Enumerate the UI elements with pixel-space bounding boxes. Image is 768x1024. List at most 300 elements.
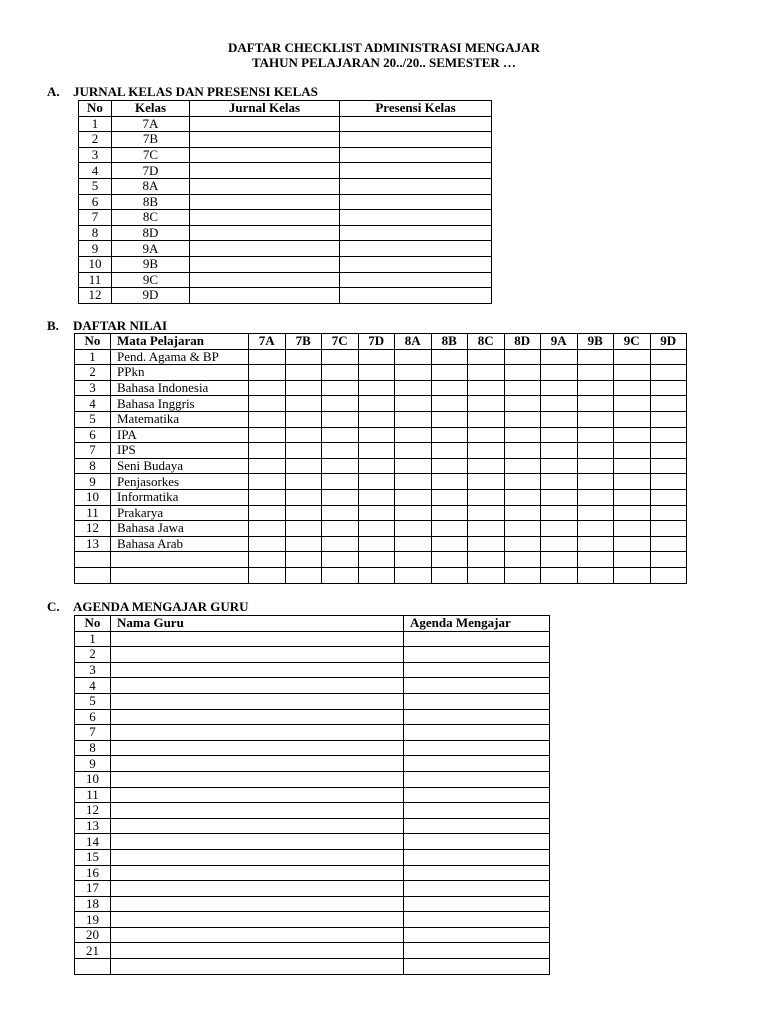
presensi-kelas-cell[interactable] xyxy=(340,210,492,226)
table-row xyxy=(75,647,550,663)
presensi-kelas-cell[interactable] xyxy=(340,241,492,257)
grade-checkbox-cell[interactable] xyxy=(614,489,651,505)
nama-guru-cell[interactable] xyxy=(111,927,404,943)
jurnal-kelas-cell[interactable] xyxy=(190,132,340,148)
mata-pelajaran-cell: Seni Budaya xyxy=(111,458,249,474)
grade-checkbox-cell[interactable] xyxy=(614,365,651,381)
grade-checkbox-cell[interactable] xyxy=(395,396,432,412)
jurnal-kelas-cell[interactable] xyxy=(190,178,340,194)
grade-checkbox-cell[interactable] xyxy=(322,380,359,396)
section-b-heading xyxy=(47,318,167,334)
row-number: 4 xyxy=(75,396,111,412)
nama-guru-cell[interactable] xyxy=(111,849,404,865)
nama-guru-cell[interactable] xyxy=(111,787,404,803)
grade-checkbox-cell[interactable] xyxy=(650,474,687,490)
grade-checkbox-cell[interactable] xyxy=(650,536,687,552)
grade-checkbox-cell[interactable] xyxy=(358,458,395,474)
nama-guru-cell[interactable] xyxy=(111,912,404,928)
grade-checkbox-cell[interactable] xyxy=(577,567,614,583)
grade-checkbox-cell[interactable] xyxy=(285,349,322,365)
agenda-mengajar-cell[interactable] xyxy=(404,662,550,678)
row-number: 9 xyxy=(79,241,112,257)
grade-checkbox-cell[interactable] xyxy=(504,365,541,381)
grade-checkbox-cell[interactable] xyxy=(541,396,578,412)
grade-checkbox-cell[interactable] xyxy=(577,349,614,365)
grade-checkbox-cell[interactable] xyxy=(285,521,322,537)
grade-checkbox-cell[interactable] xyxy=(249,411,286,427)
grade-checkbox-cell[interactable] xyxy=(285,567,322,583)
row-number: 6 xyxy=(75,709,111,725)
table-row xyxy=(75,881,550,897)
agenda-mengajar-cell[interactable] xyxy=(404,756,550,772)
kelas-cell: 8D xyxy=(112,225,190,241)
mata-pelajaran-cell: Bahasa Jawa xyxy=(111,521,249,537)
grade-checkbox-cell[interactable] xyxy=(504,505,541,521)
grade-checkbox-cell[interactable] xyxy=(395,536,432,552)
agenda-mengajar-cell[interactable] xyxy=(404,740,550,756)
grade-checkbox-cell[interactable] xyxy=(322,521,359,537)
agenda-mengajar-cell[interactable] xyxy=(404,927,550,943)
agenda-mengajar-cell[interactable] xyxy=(404,787,550,803)
grade-checkbox-cell[interactable] xyxy=(249,474,286,490)
grade-checkbox-cell[interactable] xyxy=(614,349,651,365)
grade-checkbox-cell[interactable] xyxy=(541,474,578,490)
nama-guru-cell[interactable] xyxy=(111,865,404,881)
grade-checkbox-cell[interactable] xyxy=(650,396,687,412)
grade-checkbox-cell[interactable] xyxy=(249,567,286,583)
grade-checkbox-cell[interactable] xyxy=(650,489,687,505)
document-subtitle: TAHUN PELAJARAN 20../20.. SEMESTER … xyxy=(251,55,517,70)
grade-checkbox-cell[interactable] xyxy=(322,567,359,583)
presensi-kelas-cell[interactable] xyxy=(340,116,492,132)
grade-checkbox-cell[interactable] xyxy=(650,427,687,443)
table-row xyxy=(79,256,492,272)
grade-checkbox-cell[interactable] xyxy=(650,443,687,459)
grade-checkbox-cell[interactable] xyxy=(614,474,651,490)
table-row xyxy=(75,427,687,443)
col-header-class: 8B xyxy=(431,334,468,350)
grade-checkbox-cell[interactable] xyxy=(395,567,432,583)
grade-checkbox-cell[interactable] xyxy=(431,505,468,521)
grade-checkbox-cell[interactable] xyxy=(285,505,322,521)
grade-checkbox-cell[interactable] xyxy=(431,474,468,490)
kelas-cell: 7B xyxy=(112,132,190,148)
grade-checkbox-cell[interactable] xyxy=(504,411,541,427)
grade-checkbox-cell[interactable] xyxy=(358,567,395,583)
grade-checkbox-cell[interactable] xyxy=(395,552,432,568)
grade-checkbox-cell[interactable] xyxy=(431,489,468,505)
jurnal-kelas-cell[interactable] xyxy=(190,147,340,163)
grade-checkbox-cell[interactable] xyxy=(358,536,395,552)
mata-pelajaran-cell: Prakarya xyxy=(111,505,249,521)
row-number: 10 xyxy=(79,256,112,272)
presensi-kelas-cell[interactable] xyxy=(340,194,492,210)
grade-checkbox-cell[interactable] xyxy=(431,536,468,552)
jurnal-kelas-cell[interactable] xyxy=(190,288,340,304)
grade-checkbox-cell[interactable] xyxy=(285,411,322,427)
grade-checkbox-cell[interactable] xyxy=(614,552,651,568)
table-row xyxy=(79,288,492,304)
grade-checkbox-cell[interactable] xyxy=(358,489,395,505)
grade-checkbox-cell[interactable] xyxy=(249,427,286,443)
nama-guru-cell[interactable] xyxy=(111,943,404,959)
presensi-kelas-cell[interactable] xyxy=(340,163,492,179)
grade-checkbox-cell[interactable] xyxy=(395,474,432,490)
grade-checkbox-cell[interactable] xyxy=(577,458,614,474)
agenda-mengajar-cell[interactable] xyxy=(404,865,550,881)
jurnal-presensi-table xyxy=(78,100,492,304)
agenda-mengajar-cell[interactable] xyxy=(404,647,550,663)
nama-guru-cell[interactable] xyxy=(111,678,404,694)
grade-checkbox-cell[interactable] xyxy=(431,349,468,365)
grade-checkbox-cell[interactable] xyxy=(650,521,687,537)
grade-checkbox-cell[interactable] xyxy=(614,427,651,443)
table-row xyxy=(75,458,687,474)
grade-checkbox-cell[interactable] xyxy=(322,474,359,490)
grade-checkbox-cell[interactable] xyxy=(541,536,578,552)
grade-checkbox-cell[interactable] xyxy=(504,396,541,412)
row-number: 20 xyxy=(75,927,111,943)
grade-checkbox-cell[interactable] xyxy=(577,380,614,396)
jurnal-kelas-cell[interactable] xyxy=(190,272,340,288)
col-header-class: 9A xyxy=(541,334,578,350)
grade-checkbox-cell[interactable] xyxy=(541,521,578,537)
agenda-mengajar-cell[interactable] xyxy=(404,849,550,865)
jurnal-kelas-cell[interactable] xyxy=(190,116,340,132)
grade-checkbox-cell[interactable] xyxy=(249,365,286,381)
grade-checkbox-cell[interactable] xyxy=(431,427,468,443)
grade-checkbox-cell[interactable] xyxy=(358,427,395,443)
presensi-kelas-cell[interactable] xyxy=(340,132,492,148)
grade-checkbox-cell[interactable] xyxy=(541,458,578,474)
table-row xyxy=(75,959,550,975)
nama-guru-cell[interactable] xyxy=(111,709,404,725)
kelas-cell: 7D xyxy=(112,163,190,179)
grade-checkbox-cell[interactable] xyxy=(541,365,578,381)
grade-checkbox-cell[interactable] xyxy=(541,489,578,505)
nama-guru-cell[interactable] xyxy=(111,771,404,787)
grade-checkbox-cell[interactable] xyxy=(395,489,432,505)
grade-checkbox-cell[interactable] xyxy=(614,380,651,396)
grade-checkbox-cell[interactable] xyxy=(541,411,578,427)
grade-checkbox-cell[interactable] xyxy=(468,552,505,568)
grade-checkbox-cell[interactable] xyxy=(431,521,468,537)
nama-guru-cell[interactable] xyxy=(111,756,404,772)
grade-checkbox-cell[interactable] xyxy=(249,536,286,552)
kelas-cell: 9B xyxy=(112,256,190,272)
grade-checkbox-cell[interactable] xyxy=(650,380,687,396)
grade-checkbox-cell[interactable] xyxy=(504,474,541,490)
jurnal-kelas-cell[interactable] xyxy=(190,210,340,226)
grade-checkbox-cell[interactable] xyxy=(577,365,614,381)
grade-checkbox-cell[interactable] xyxy=(249,505,286,521)
row-number: 7 xyxy=(75,725,111,741)
grade-checkbox-cell[interactable] xyxy=(468,567,505,583)
grade-checkbox-cell[interactable] xyxy=(322,489,359,505)
jurnal-kelas-cell[interactable] xyxy=(190,241,340,257)
nama-guru-cell[interactable] xyxy=(111,834,404,850)
grade-checkbox-cell[interactable] xyxy=(504,458,541,474)
nama-guru-cell[interactable] xyxy=(111,896,404,912)
grade-checkbox-cell[interactable] xyxy=(541,443,578,459)
grade-checkbox-cell[interactable] xyxy=(395,380,432,396)
grade-checkbox-cell[interactable] xyxy=(577,411,614,427)
grade-checkbox-cell[interactable] xyxy=(431,567,468,583)
grade-checkbox-cell[interactable] xyxy=(431,411,468,427)
grade-checkbox-cell[interactable] xyxy=(468,365,505,381)
row-number xyxy=(75,567,111,583)
grade-checkbox-cell[interactable] xyxy=(468,427,505,443)
grade-checkbox-cell[interactable] xyxy=(249,521,286,537)
grade-checkbox-cell[interactable] xyxy=(577,474,614,490)
presensi-kelas-cell[interactable] xyxy=(340,272,492,288)
grade-checkbox-cell[interactable] xyxy=(358,505,395,521)
grade-checkbox-cell[interactable] xyxy=(504,536,541,552)
row-number xyxy=(75,552,111,568)
grade-checkbox-cell[interactable] xyxy=(541,505,578,521)
jurnal-kelas-cell[interactable] xyxy=(190,163,340,179)
grade-checkbox-cell[interactable] xyxy=(395,505,432,521)
grade-checkbox-cell[interactable] xyxy=(395,365,432,381)
table-row xyxy=(75,865,550,881)
grade-checkbox-cell[interactable] xyxy=(650,458,687,474)
grade-checkbox-cell[interactable] xyxy=(358,552,395,568)
grade-checkbox-cell[interactable] xyxy=(322,536,359,552)
grade-checkbox-cell[interactable] xyxy=(249,349,286,365)
grade-checkbox-cell[interactable] xyxy=(395,443,432,459)
grade-checkbox-cell[interactable] xyxy=(468,458,505,474)
row-number: 6 xyxy=(79,194,112,210)
row-number: 21 xyxy=(75,943,111,959)
grade-checkbox-cell[interactable] xyxy=(285,380,322,396)
grade-checkbox-cell[interactable] xyxy=(468,396,505,412)
grade-checkbox-cell[interactable] xyxy=(577,536,614,552)
grade-checkbox-cell[interactable] xyxy=(577,427,614,443)
row-number: 14 xyxy=(75,834,111,850)
grade-checkbox-cell[interactable] xyxy=(541,552,578,568)
row-number: 5 xyxy=(75,693,111,709)
grade-checkbox-cell[interactable] xyxy=(650,567,687,583)
grade-checkbox-cell[interactable] xyxy=(468,521,505,537)
agenda-mengajar-cell[interactable] xyxy=(404,818,550,834)
jurnal-kelas-cell[interactable] xyxy=(190,194,340,210)
grade-checkbox-cell[interactable] xyxy=(468,380,505,396)
grade-checkbox-cell[interactable] xyxy=(431,380,468,396)
grade-checkbox-cell[interactable] xyxy=(577,505,614,521)
col-header-class: 7C xyxy=(322,334,359,350)
grade-checkbox-cell[interactable] xyxy=(468,505,505,521)
grade-checkbox-cell[interactable] xyxy=(504,443,541,459)
grade-checkbox-cell[interactable] xyxy=(577,489,614,505)
agenda-mengajar-cell[interactable] xyxy=(404,803,550,819)
grade-checkbox-cell[interactable] xyxy=(358,349,395,365)
row-number: 16 xyxy=(75,865,111,881)
grade-checkbox-cell[interactable] xyxy=(614,521,651,537)
mata-pelajaran-cell: Informatika xyxy=(111,489,249,505)
grade-checkbox-cell[interactable] xyxy=(468,443,505,459)
nama-guru-cell[interactable] xyxy=(111,818,404,834)
grade-checkbox-cell[interactable] xyxy=(541,349,578,365)
jurnal-kelas-cell[interactable] xyxy=(190,225,340,241)
table-row xyxy=(79,272,492,288)
grade-checkbox-cell[interactable] xyxy=(285,458,322,474)
grade-checkbox-cell[interactable] xyxy=(358,396,395,412)
grade-checkbox-cell[interactable] xyxy=(358,365,395,381)
agenda-mengajar-cell[interactable] xyxy=(404,881,550,897)
grade-checkbox-cell[interactable] xyxy=(322,349,359,365)
grade-checkbox-cell[interactable] xyxy=(249,458,286,474)
grade-checkbox-cell[interactable] xyxy=(431,458,468,474)
jurnal-kelas-cell[interactable] xyxy=(190,256,340,272)
grade-checkbox-cell[interactable] xyxy=(577,396,614,412)
grade-checkbox-cell[interactable] xyxy=(285,552,322,568)
grade-checkbox-cell[interactable] xyxy=(322,458,359,474)
table-row xyxy=(75,834,550,850)
agenda-mengajar-cell[interactable] xyxy=(404,725,550,741)
grade-checkbox-cell[interactable] xyxy=(322,443,359,459)
grade-checkbox-cell[interactable] xyxy=(541,380,578,396)
row-number: 1 xyxy=(75,349,111,365)
agenda-mengajar-cell[interactable] xyxy=(404,912,550,928)
col-header-jurnal-kelas: Jurnal Kelas xyxy=(190,101,340,117)
nama-guru-cell[interactable] xyxy=(111,662,404,678)
nama-guru-cell[interactable] xyxy=(111,647,404,663)
agenda-mengajar-cell[interactable] xyxy=(404,631,550,647)
agenda-mengajar-cell[interactable] xyxy=(404,693,550,709)
grade-checkbox-cell[interactable] xyxy=(614,505,651,521)
grade-checkbox-cell[interactable] xyxy=(285,443,322,459)
grade-checkbox-cell[interactable] xyxy=(285,536,322,552)
grade-checkbox-cell[interactable] xyxy=(577,552,614,568)
grade-checkbox-cell[interactable] xyxy=(504,380,541,396)
table-row xyxy=(75,365,687,381)
grade-checkbox-cell[interactable] xyxy=(395,427,432,443)
nama-guru-cell[interactable] xyxy=(111,959,404,975)
grade-checkbox-cell[interactable] xyxy=(468,489,505,505)
grade-checkbox-cell[interactable] xyxy=(504,489,541,505)
grade-checkbox-cell[interactable] xyxy=(285,474,322,490)
grade-checkbox-cell[interactable] xyxy=(285,396,322,412)
grade-checkbox-cell[interactable] xyxy=(249,443,286,459)
grade-checkbox-cell[interactable] xyxy=(358,411,395,427)
grade-checkbox-cell[interactable] xyxy=(322,552,359,568)
agenda-mengajar-cell[interactable] xyxy=(404,896,550,912)
table-row xyxy=(75,787,550,803)
grade-checkbox-cell[interactable] xyxy=(431,396,468,412)
presensi-kelas-cell[interactable] xyxy=(340,147,492,163)
grade-checkbox-cell[interactable] xyxy=(468,349,505,365)
grade-checkbox-cell[interactable] xyxy=(395,458,432,474)
nama-guru-cell[interactable] xyxy=(111,803,404,819)
col-header-presensi-kelas: Presensi Kelas xyxy=(340,101,492,117)
grade-checkbox-cell[interactable] xyxy=(395,521,432,537)
grade-checkbox-cell[interactable] xyxy=(358,443,395,459)
table-row xyxy=(79,194,492,210)
agenda-mengajar-cell[interactable] xyxy=(404,959,550,975)
grade-checkbox-cell[interactable] xyxy=(614,567,651,583)
grade-checkbox-cell[interactable] xyxy=(504,349,541,365)
agenda-mengajar-cell[interactable] xyxy=(404,943,550,959)
presensi-kelas-cell[interactable] xyxy=(340,256,492,272)
grade-checkbox-cell[interactable] xyxy=(322,365,359,381)
grade-checkbox-cell[interactable] xyxy=(431,552,468,568)
grade-checkbox-cell[interactable] xyxy=(285,365,322,381)
grade-checkbox-cell[interactable] xyxy=(431,365,468,381)
nama-guru-cell[interactable] xyxy=(111,740,404,756)
grade-checkbox-cell[interactable] xyxy=(614,396,651,412)
grade-checkbox-cell[interactable] xyxy=(358,474,395,490)
agenda-mengajar-cell[interactable] xyxy=(404,709,550,725)
grade-checkbox-cell[interactable] xyxy=(322,396,359,412)
grade-checkbox-cell[interactable] xyxy=(285,489,322,505)
grade-checkbox-cell[interactable] xyxy=(249,396,286,412)
grade-checkbox-cell[interactable] xyxy=(614,458,651,474)
row-number xyxy=(75,959,111,975)
nama-guru-cell[interactable] xyxy=(111,881,404,897)
agenda-mengajar-table xyxy=(74,615,550,975)
col-header-agenda-mengajar: Agenda Mengajar xyxy=(404,616,550,632)
grade-checkbox-cell[interactable] xyxy=(468,411,505,427)
nama-guru-cell[interactable] xyxy=(111,725,404,741)
row-number: 8 xyxy=(75,740,111,756)
grade-checkbox-cell[interactable] xyxy=(249,380,286,396)
grade-checkbox-cell[interactable] xyxy=(614,411,651,427)
agenda-mengajar-cell[interactable] xyxy=(404,771,550,787)
nama-guru-cell[interactable] xyxy=(111,693,404,709)
agenda-mengajar-cell[interactable] xyxy=(404,678,550,694)
grade-checkbox-cell[interactable] xyxy=(249,552,286,568)
grade-checkbox-cell[interactable] xyxy=(504,521,541,537)
grade-checkbox-cell[interactable] xyxy=(322,427,359,443)
grade-checkbox-cell[interactable] xyxy=(358,380,395,396)
col-header-class: 7B xyxy=(285,334,322,350)
presensi-kelas-cell[interactable] xyxy=(340,225,492,241)
grade-checkbox-cell[interactable] xyxy=(504,567,541,583)
agenda-mengajar-cell[interactable] xyxy=(404,834,550,850)
grade-checkbox-cell[interactable] xyxy=(650,552,687,568)
grade-checkbox-cell[interactable] xyxy=(577,443,614,459)
row-number: 2 xyxy=(79,132,112,148)
grade-checkbox-cell[interactable] xyxy=(468,474,505,490)
section-a-heading xyxy=(47,84,318,100)
grade-checkbox-cell[interactable] xyxy=(322,505,359,521)
grade-checkbox-cell[interactable] xyxy=(504,552,541,568)
grade-checkbox-cell[interactable] xyxy=(650,349,687,365)
grade-checkbox-cell[interactable] xyxy=(541,567,578,583)
grade-checkbox-cell[interactable] xyxy=(358,521,395,537)
grade-checkbox-cell[interactable] xyxy=(614,536,651,552)
grade-checkbox-cell[interactable] xyxy=(322,411,359,427)
grade-checkbox-cell[interactable] xyxy=(650,365,687,381)
grade-checkbox-cell[interactable] xyxy=(395,411,432,427)
grade-checkbox-cell[interactable] xyxy=(541,427,578,443)
grade-checkbox-cell[interactable] xyxy=(650,505,687,521)
grade-checkbox-cell[interactable] xyxy=(504,427,541,443)
nama-guru-cell[interactable] xyxy=(111,631,404,647)
mata-pelajaran-cell: Penjasorkes xyxy=(111,474,249,490)
grade-checkbox-cell[interactable] xyxy=(577,521,614,537)
grade-checkbox-cell[interactable] xyxy=(614,443,651,459)
grade-checkbox-cell[interactable] xyxy=(650,411,687,427)
presensi-kelas-cell[interactable] xyxy=(340,178,492,194)
presensi-kelas-cell[interactable] xyxy=(340,288,492,304)
grade-checkbox-cell[interactable] xyxy=(285,427,322,443)
kelas-cell: 9A xyxy=(112,241,190,257)
grade-checkbox-cell[interactable] xyxy=(431,443,468,459)
grade-checkbox-cell[interactable] xyxy=(395,349,432,365)
grade-checkbox-cell[interactable] xyxy=(468,536,505,552)
grade-checkbox-cell[interactable] xyxy=(249,489,286,505)
